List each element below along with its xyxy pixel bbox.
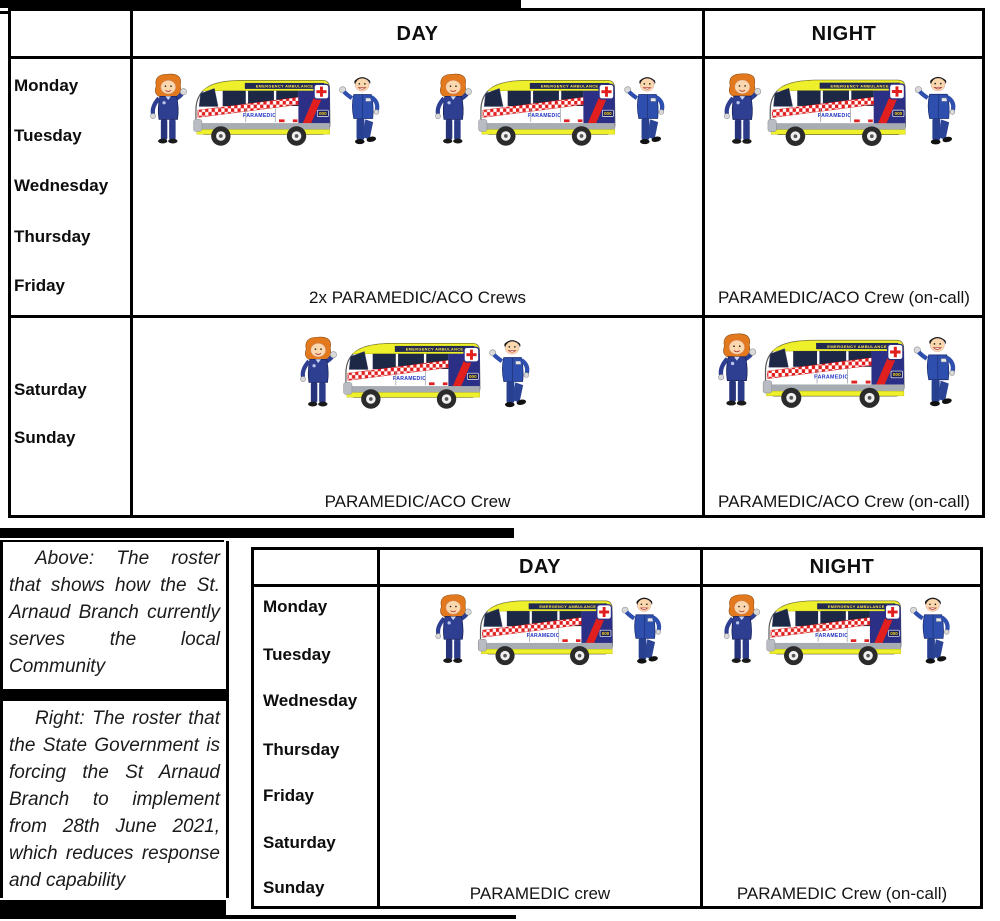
day-label: Friday — [263, 786, 315, 805]
sidebar-caption-frame — [0, 541, 229, 898]
day-label: Sunday — [14, 428, 76, 447]
table-divider — [251, 584, 983, 587]
sidebar-separator-rule — [3, 689, 226, 701]
proposed-day-header: DAY — [519, 556, 561, 578]
day-label: Saturday — [14, 380, 87, 399]
day-label: Tuesday — [263, 645, 331, 664]
ambulance-crew-illustration — [706, 592, 972, 672]
ambulance-crew-illustration — [297, 334, 537, 416]
table-divider — [702, 8, 705, 518]
caption-above: Above: The roster that shows how the St. Arnaud Branch currently serves the local Community — [9, 548, 220, 677]
middle-rule-thick — [0, 528, 514, 538]
day-label: Friday — [14, 276, 66, 295]
top-rule-thick — [0, 0, 521, 8]
crew-caption: 2x PARAMEDIC/ACO Crews — [309, 288, 526, 307]
day-label: Saturday — [263, 833, 336, 852]
caption-right: Right: The roster that the State Government is forcing the St Arnaud Branch to implement from 28th June 2021, which reduces response and capability — [9, 708, 220, 891]
ambulance-crew-illustration — [703, 331, 975, 415]
ambulance-crew-illustration — [432, 71, 672, 153]
day-label: Tuesday — [14, 126, 82, 145]
day-label: Thursday — [263, 740, 340, 759]
crew-caption: PARAMEDIC/ACO Crew (on-call) — [718, 492, 970, 511]
bottom-rule-thin — [226, 915, 516, 919]
current-night-header: NIGHT — [811, 23, 877, 45]
table-divider — [8, 56, 985, 59]
day-label: Thursday — [14, 227, 91, 246]
crew-caption: PARAMEDIC Crew (on-call) — [736, 884, 948, 903]
proposed-night-header: NIGHT — [809, 556, 875, 578]
day-label: Sunday — [263, 878, 325, 897]
table-divider — [130, 8, 133, 518]
ambulance-crew-illustration — [706, 71, 978, 153]
day-label: Monday — [263, 597, 328, 616]
current-day-header: DAY — [396, 23, 439, 45]
table-divider — [700, 547, 703, 909]
ambulance-crew-illustration — [147, 71, 387, 153]
crew-caption: PARAMEDIC/ACO Crew (on-call) — [718, 288, 970, 307]
day-label: Wednesday — [14, 176, 109, 195]
crew-caption: PARAMEDIC/ACO Crew — [324, 492, 511, 511]
day-label: Monday — [14, 76, 79, 95]
day-label: Wednesday — [263, 691, 358, 710]
bottom-rule-thick — [0, 900, 226, 919]
crew-caption: PARAMEDIC crew — [469, 884, 611, 903]
table-divider — [8, 315, 985, 318]
ambulance-crew-illustration — [428, 592, 673, 672]
table-divider — [377, 547, 380, 909]
